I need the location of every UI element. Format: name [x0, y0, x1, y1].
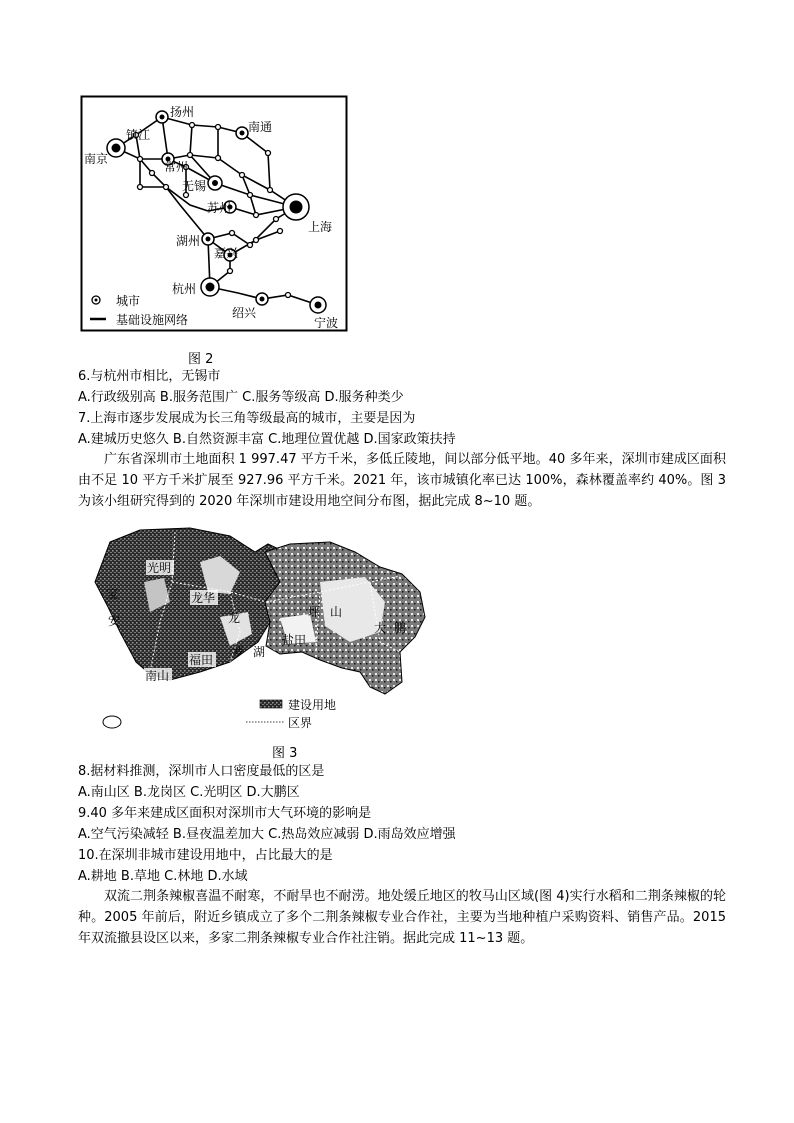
question-8-stem: 8.据材料推测，深圳市人口密度最低的区是 [78, 764, 325, 779]
city-label-suzhou: 苏州 [207, 201, 232, 215]
legend-network-label: 基础设施网络 [116, 313, 189, 327]
district-label-shan: 山 [330, 605, 343, 619]
figure-2-caption: 图 2 [188, 352, 214, 367]
question-9-stem: 9.40 多年来建成区面积对深圳市大气环境的影响是 [78, 806, 372, 821]
city-label-changzhou: 常州 [164, 160, 189, 174]
figure-3-map [80, 522, 440, 732]
city-label-ningbo: 宁波 [314, 316, 339, 330]
city-label-shanghai: 上海 [308, 220, 333, 234]
district-label-luo: 罗 [232, 645, 245, 659]
city-label-shaoxing: 绍兴 [232, 306, 257, 320]
question-6-options: A.行政级别高 B.服务范围广 C.服务等级高 D.服务种类少 [78, 390, 404, 405]
city-label-jiaxing: 嘉兴 [214, 246, 239, 260]
question-9-options: A.空气污染减轻 B.昼夜温差加大 C.热岛效应减弱 D.雨岛效应增强 [78, 827, 456, 842]
legend-built-label: 建设用地 [288, 698, 337, 712]
passage-chili: 双流二荆条辣椒喜温不耐寒，不耐旱也不耐涝。地处缓丘地区的牧马山区域(图 4)实行水稻和二荆条辣椒的轮种。2005 年前后，附近乡镇成立了多个二荆条辣椒专业合作社，主要为当地种植户采购资料、销售产品。2015 年双流撤县设区以来，多家二荆条辣椒专业合作社注销。据此完成 11~13 题。 [78, 889, 726, 946]
passage-shenzhen: 广东省深圳市土地面积 1 997.47 平方千米，多低丘陵地，间以部分低平地。40 多年来，深圳市建成区面积由不足 10 平方千米扩展至 927.96 平方千米。2021 年，该市城镇化率已达 100%，森林覆盖率约 40%。图 3 为该小组研究得到的 2020 年深圳市建设用地空间分布图，据此完成 8~10 题。 [78, 452, 726, 509]
question-10-stem: 10.在深圳非城市建设用地中，占比最大的是 [78, 848, 333, 863]
district-label-nanshan: 南山 [145, 669, 170, 683]
district-label-yantian: 盐田 [282, 633, 307, 647]
district-label-longhua: 龙华 [191, 591, 216, 605]
district-label-bao: 宝 [106, 587, 119, 601]
question-10-options: A.耕地 B.草地 C.林地 D.水域 [78, 869, 248, 884]
city-label-wuxi: 无锡 [182, 179, 207, 193]
district-label-an: 安 [108, 614, 121, 628]
figure-3-caption: 图 3 [272, 746, 298, 761]
question-7-options: A.建城历史悠久 B.自然资源丰富 C.地理位置优越 D.国家政策扶持 [78, 432, 456, 447]
question-7-stem: 7.上海市逐步发展成为长三角等级最高的城市，主要是因为 [78, 411, 416, 426]
legend-boundary-label: 区界 [288, 716, 313, 730]
district-label-da: 大 [374, 621, 387, 635]
figure-2-map [80, 95, 348, 333]
city-label-yangzhou: 扬州 [170, 105, 195, 119]
district-label-long: 龙 [228, 611, 241, 625]
district-label-guangming: 光明 [147, 561, 172, 575]
legend-city-label: 城市 [116, 294, 141, 308]
district-label-ping: 坪 [308, 605, 321, 619]
question-6-stem: 6.与杭州市相比，无锡市 [78, 369, 221, 384]
question-8-options: A.南山区 B.龙岗区 C.光明区 D.大鹏区 [78, 785, 300, 800]
city-label-huzhou: 湖州 [176, 234, 201, 248]
city-label-nantong: 南通 [248, 120, 273, 134]
city-label-hangzhou: 杭州 [172, 282, 197, 296]
district-label-futian: 福田 [189, 653, 214, 667]
district-label-peng: 鹏 [394, 621, 407, 635]
district-label-hu: 湖 [253, 645, 266, 659]
city-label-nanjing: 南京 [84, 152, 109, 166]
city-label-zhenjiang: 镇江 [126, 128, 151, 142]
